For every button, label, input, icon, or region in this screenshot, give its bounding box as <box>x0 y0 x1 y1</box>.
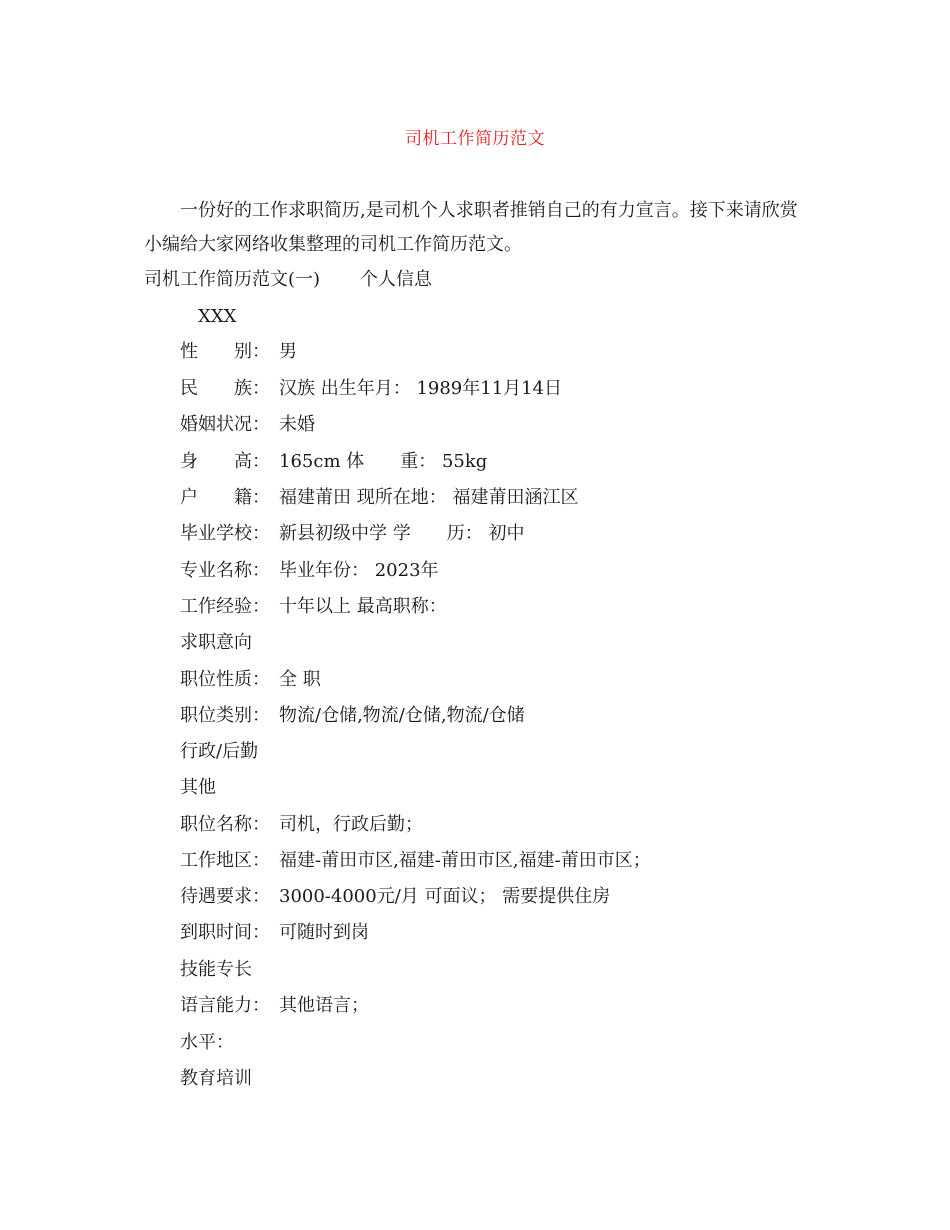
section-heading: 司机工作简历范文(一) <box>144 269 321 290</box>
field-label: 毕业学校： <box>180 523 270 544</box>
field-value: 福建莆田 现所在地： 福建莆田涵江区 <box>279 487 579 508</box>
section-heading-row <box>144 268 432 292</box>
field-label: 户 籍： <box>180 487 270 508</box>
field-value: 汉族 出生年月： 1989年11月14日 <box>279 378 563 399</box>
field-label: 性 别： <box>180 341 270 362</box>
field-row <box>180 813 423 837</box>
field-row <box>180 377 562 401</box>
field-row <box>180 994 369 1018</box>
field-value: 十年以上 最高职称： <box>279 596 447 617</box>
intro-paragraph: 一份好的工作求职简历,是司机个人求职者推销自己的有力宣言。接下来请欣赏小编给大家网络收集整理的司机工作简历范文。 <box>144 200 798 255</box>
document-title: 司机工作简历范文 <box>405 129 545 149</box>
field-row <box>180 668 321 692</box>
field-label: 身 高： <box>180 451 270 472</box>
field-value: 物流/仓储,物流/仓储,物流/仓储 <box>279 705 525 726</box>
field-row <box>180 849 651 873</box>
field-row <box>180 559 439 583</box>
candidate-name: XXX <box>198 306 237 327</box>
field-row <box>180 486 578 510</box>
section-label: 教育培训 <box>180 1068 252 1089</box>
field-label: 待遇要求： <box>180 886 270 907</box>
text-line: 其他 <box>180 777 216 798</box>
field-value: 全 职 <box>279 669 321 690</box>
field-row <box>180 522 524 546</box>
field-label: 工作经验： <box>180 596 270 617</box>
field-label: 婚姻状况： <box>180 414 270 435</box>
field-row <box>180 340 297 364</box>
field-row <box>180 450 487 474</box>
field-value: 福建-莆田市区,福建-莆田市区,福建-莆田市区； <box>279 850 651 871</box>
field-value: 未婚 <box>279 414 315 435</box>
field-label: 职位名称： <box>180 814 270 835</box>
field-label: 职位性质： <box>180 669 270 690</box>
field-row <box>180 413 315 437</box>
section-label: 求职意向 <box>180 632 252 653</box>
field-label: 语言能力： <box>180 995 270 1016</box>
field-value: 3000-4000元/月 可面议； 需要提供住房 <box>279 886 611 907</box>
field-value: 可随时到岗 <box>279 922 369 943</box>
field-row <box>180 704 525 728</box>
field-value: 毕业年份： 2023年 <box>279 560 439 581</box>
field-row <box>180 885 610 909</box>
text-line: 水平： <box>180 1032 234 1053</box>
field-label: 工作地区： <box>180 850 270 871</box>
field-value: 其他语言； <box>279 995 369 1016</box>
field-label: 民 族： <box>180 378 270 399</box>
field-value: 新县初级中学 学 历： 初中 <box>279 523 525 544</box>
field-row <box>180 921 369 945</box>
section-subheading: 个人信息 <box>360 269 433 290</box>
field-value: 男 <box>279 341 297 362</box>
field-label: 到职时间： <box>180 922 270 943</box>
field-row <box>180 595 447 619</box>
field-label: 专业名称： <box>180 560 270 581</box>
section-label: 技能专长 <box>180 959 252 980</box>
field-value: 165cm 体 重： 55kg <box>279 451 488 472</box>
field-label: 职位类别： <box>180 705 270 726</box>
field-value: 司机，行政后勤； <box>279 814 423 835</box>
text-line: 行政/后勤 <box>180 741 259 762</box>
